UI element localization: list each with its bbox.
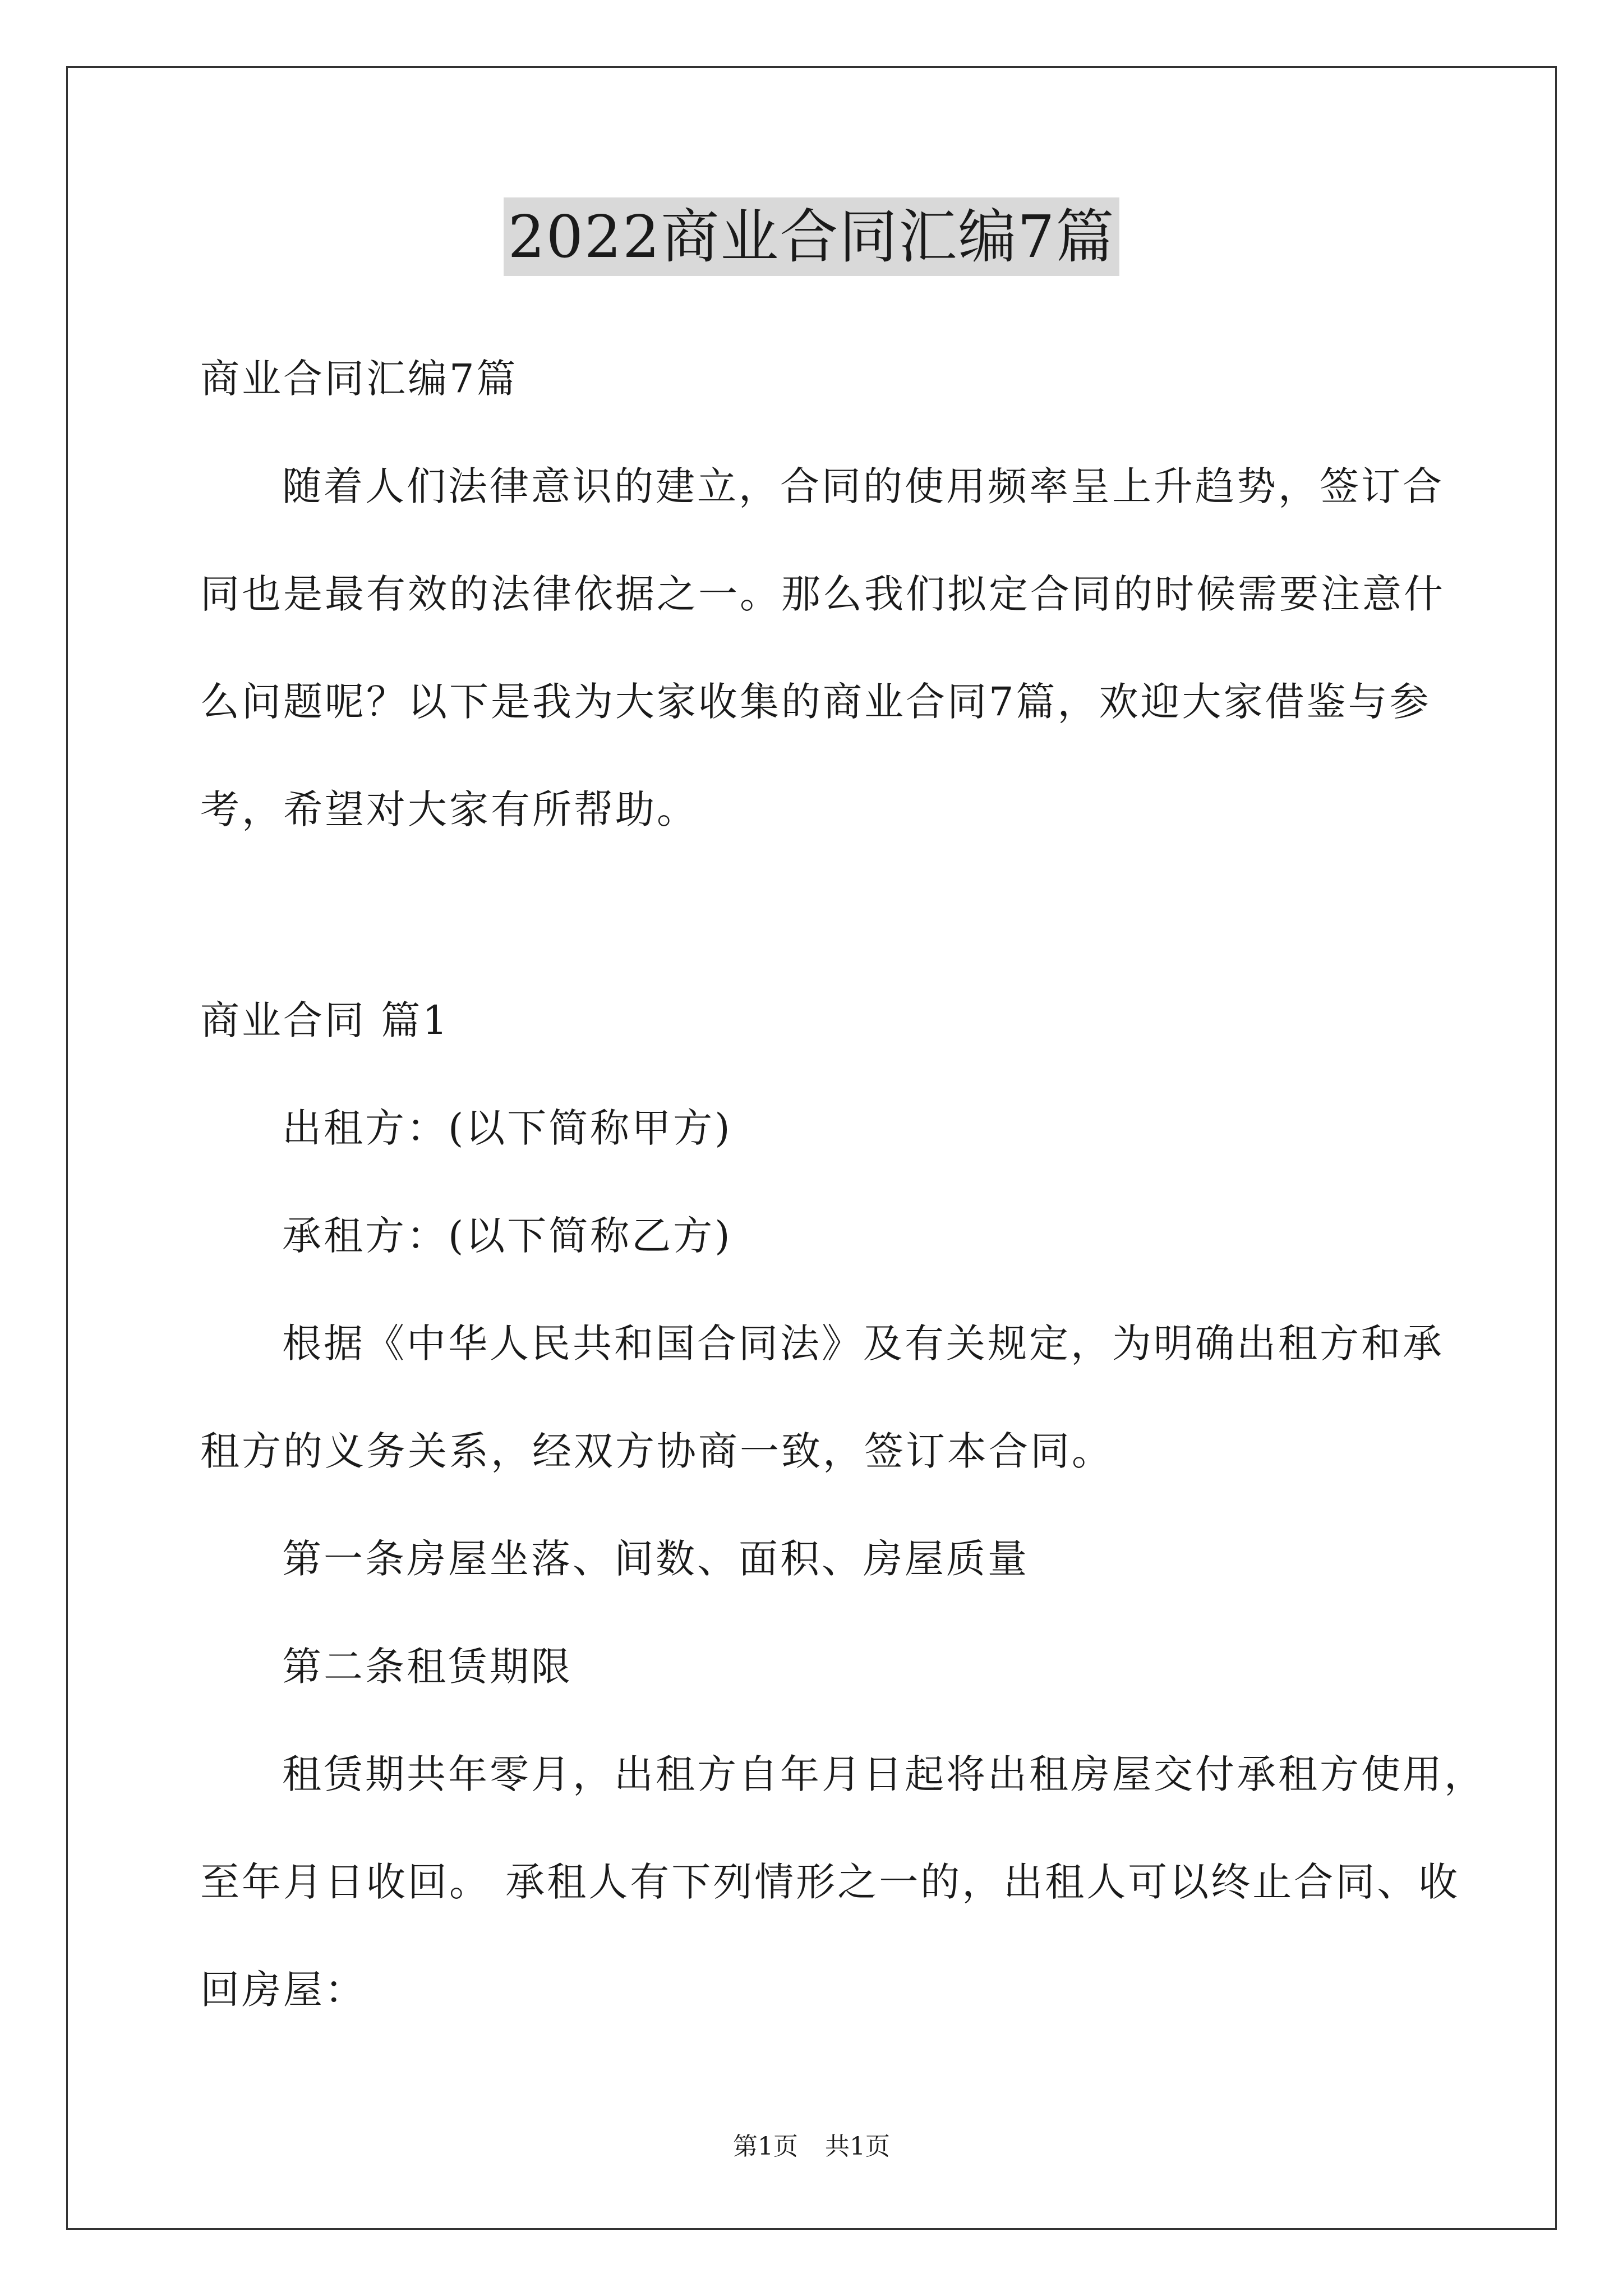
page-footer [0, 2130, 1623, 2164]
body-line: 租方的义务关系，经双方协商一致，签订本合同。 [200, 1428, 1113, 1474]
body-line: 出租方：(以下简称甲方) [282, 1105, 732, 1151]
body-line: 承租方：(以下简称乙方) [282, 1213, 732, 1259]
section-heading: 商业合同 篇1 [200, 997, 450, 1043]
page-number: 第1页 [733, 2132, 798, 2161]
body-line: 随着人们法律意识的建立，合同的使用频率呈上升趋势，签订合 [282, 463, 1444, 509]
body-line: 同也是最有效的法律依据之一。那么我们拟定合同的时候需要注意什 [200, 571, 1445, 617]
body-line: 回房屋： [200, 1967, 366, 2013]
body-line: 第二条租赁期限 [282, 1644, 573, 1690]
body-line: 商业合同汇编7篇 [200, 356, 518, 402]
document-title-text: 2022商业合同汇编7篇 [504, 197, 1120, 276]
body-line: 至年月日收回。 承租人有下列情形之一的，出租人可以终止合同、收 [200, 1859, 1460, 1905]
page-total: 共1页 [825, 2132, 890, 2161]
body-line: 考，希望对大家有所帮助。 [200, 786, 698, 832]
body-line: 第一条房屋坐落、间数、面积、房屋质量 [282, 1536, 1029, 1582]
body-line: 租赁期共年零月，出租方自年月日起将出租房屋交付承租方使用， [282, 1751, 1486, 1797]
body-line: 么问题呢？以下是我为大家收集的商业合同7篇，欢迎大家借鉴与参 [200, 679, 1431, 725]
document-title [0, 197, 1623, 276]
body-line: 根据《中华人民共和国合同法》及有关规定，为明确出租方和承 [282, 1320, 1444, 1366]
